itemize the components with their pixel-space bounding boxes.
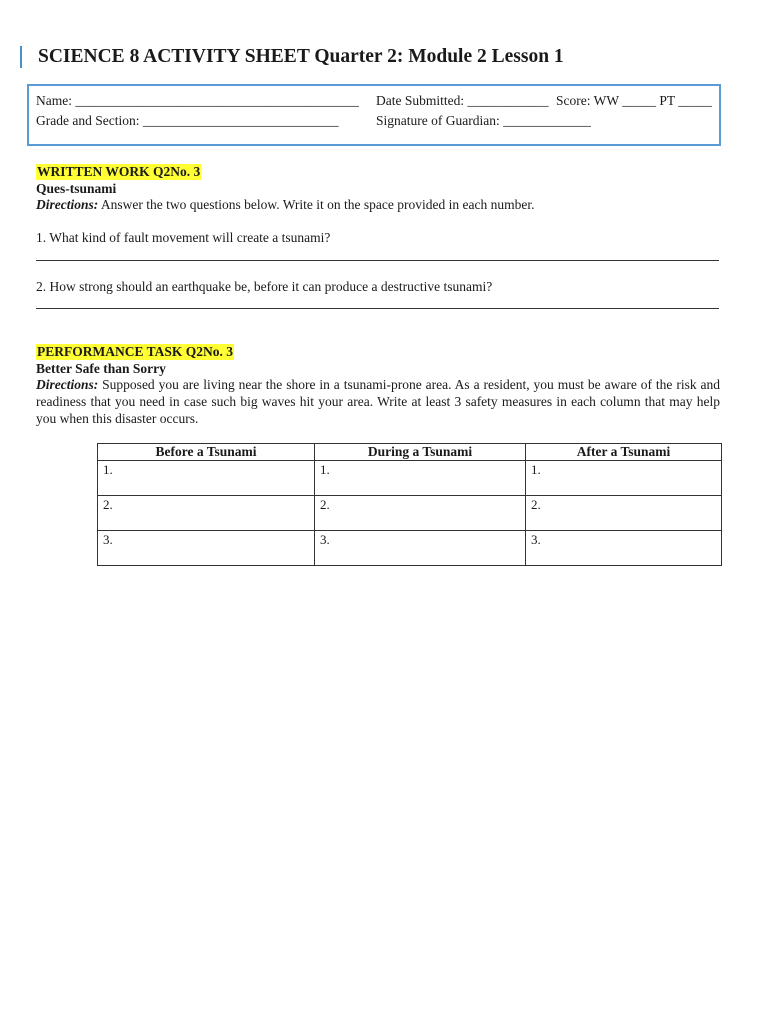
column-header-before: Before a Tsunami [98, 444, 315, 461]
page-title: SCIENCE 8 ACTIVITY SHEET Quarter 2: Module 2 Lesson 1 [38, 46, 564, 67]
table-header-row [98, 444, 722, 461]
performance-task-heading: PERFORMANCE TASK Q2No. 3 [37, 344, 234, 359]
question-1: 1. What kind of fault movement will create a tsunami? [36, 230, 331, 245]
table-cell-before[interactable]: 3. [98, 531, 315, 566]
table-cell-during[interactable]: 2. [315, 496, 526, 531]
table-cell-after[interactable]: 3. [526, 531, 722, 566]
table-cell-before[interactable]: 2. [98, 496, 315, 531]
table-cell-during[interactable]: 1. [315, 461, 526, 496]
question-2: 2. How strong should an earthquake be, before it can produce a destructive tsunami? [36, 279, 493, 294]
answer-line-1[interactable] [36, 260, 719, 261]
written-work-heading: WRITTEN WORK Q2No. 3 [37, 164, 201, 179]
written-work-subheading: Ques-tsunami [36, 181, 117, 196]
table-cell-before[interactable]: 1. [98, 461, 315, 496]
name-field[interactable]: Name: __________________________________________ [36, 93, 359, 108]
answer-line-2[interactable] [36, 308, 719, 309]
written-work-directions [36, 197, 534, 213]
grade-section-field[interactable]: Grade and Section: _____________________________ [36, 113, 339, 128]
table-cell-after[interactable]: 1. [526, 461, 722, 496]
table-row [98, 496, 722, 531]
table-row [98, 531, 722, 566]
performance-task-subheading: Better Safe than Sorry [36, 361, 166, 376]
title-accent-bar [20, 46, 22, 68]
table-cell-after[interactable]: 2. [526, 496, 722, 531]
score-field[interactable]: Score: WW _____ PT _____ [556, 93, 712, 108]
tsunami-safety-table [97, 443, 722, 566]
column-header-after: After a Tsunami [526, 444, 722, 461]
directions-label: Directions: [36, 197, 99, 212]
directions-text: Answer the two questions below. Write it on the space provided in each number. [98, 197, 535, 212]
student-info-box [27, 84, 721, 146]
table-cell-during[interactable]: 3. [315, 531, 526, 566]
directions-label: Directions: [36, 377, 99, 392]
guardian-signature-field[interactable]: Signature of Guardian: _____________ [376, 113, 591, 128]
date-submitted-field[interactable]: Date Submitted: ____________ [376, 93, 549, 108]
table-row [98, 461, 722, 496]
directions-text: Supposed you are living near the shore in a tsunami-prone area. As a resident, you must be aware of the risk and readiness that you need in case such big waves hit your area. Write at least 3 safety measures in each column that may help you when this disaster occurs. [36, 377, 720, 426]
performance-task-directions [36, 376, 720, 427]
column-header-during: During a Tsunami [315, 444, 526, 461]
